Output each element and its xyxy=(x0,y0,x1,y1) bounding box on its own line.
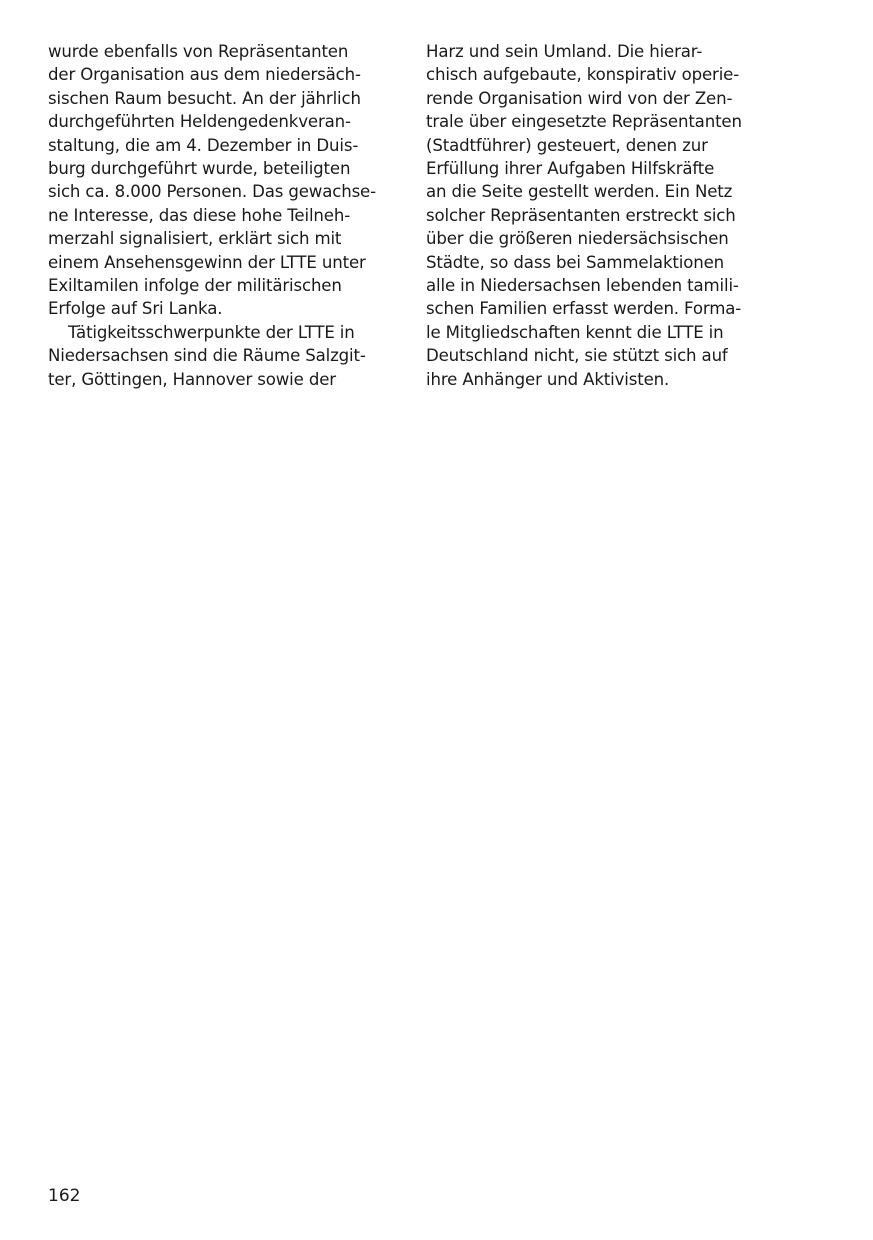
text-line: burg durchgeführt wurde, beteiligten xyxy=(48,159,351,179)
text-line: Exiltamilen infolge der militärischen xyxy=(48,276,342,296)
text-line: Deutschland nicht, sie stützt sich auf xyxy=(426,346,728,366)
page-number: 162 xyxy=(48,1186,81,1206)
text-line: der Organisation aus dem niedersäch- xyxy=(48,65,361,85)
text-line: merzahl signalisiert, erklärt sich mit xyxy=(48,229,342,249)
text-line: rende Organisation wird von der Zen- xyxy=(426,88,733,108)
left-text-column xyxy=(48,40,408,391)
text-line: durchgeführten Heldengedenkveran- xyxy=(48,112,351,132)
text-line: Harz und sein Umland. Die hierar- xyxy=(426,42,703,61)
text-line: Tätigkeitsschwerpunkte der LTTE in xyxy=(68,322,355,342)
text-line: chisch aufgebaute, konspirativ operie- xyxy=(426,65,740,85)
text-line: sischen Raum besucht. An der jährlich xyxy=(48,88,361,108)
text-line: (Stadtführer) gesteuert, denen zur xyxy=(426,135,708,155)
right-text-column xyxy=(426,40,786,391)
text-line: einem Ansehensgewinn der LTTE unter xyxy=(48,252,366,272)
text-line: sich ca. 8.000 Personen. Das gewachse- xyxy=(48,182,376,202)
text-line: trale über eingesetzte Repräsentanten xyxy=(426,112,742,132)
text-line: ter, Göttingen, Hannover sowie der xyxy=(48,369,336,389)
paragraph xyxy=(426,40,786,391)
text-line: staltung, die am 4. Dezember in Duis- xyxy=(48,135,359,155)
text-line: über die größeren niedersächsischen xyxy=(426,229,729,249)
paragraph xyxy=(48,321,408,391)
text-line: wurde ebenfalls von Repräsentanten xyxy=(48,42,349,61)
text-line: Erfolge auf Sri Lanka. xyxy=(48,299,223,319)
text-line: Städte, so dass bei Sammelaktionen xyxy=(426,252,725,272)
text-line: alle in Niedersachsen lebenden tamili- xyxy=(426,276,739,296)
text-line: Erfüllung ihrer Aufgaben Hilfskräfte xyxy=(426,159,715,179)
text-line: Niedersachsen sind die Räume Salzgit- xyxy=(48,346,366,366)
text-line: ihre Anhänger und Aktivisten. xyxy=(426,369,670,389)
text-line: an die Seite gestellt werden. Ein Netz xyxy=(426,182,733,202)
text-line: solcher Repräsentanten erstreckt sich xyxy=(426,205,736,225)
text-line: schen Familien erfasst werden. Forma- xyxy=(426,299,742,319)
paragraph xyxy=(48,40,408,321)
text-line: ne Interesse, das diese hohe Teilneh- xyxy=(48,205,351,225)
text-line: le Mitgliedschaften kennt die LTTE in xyxy=(426,322,724,342)
